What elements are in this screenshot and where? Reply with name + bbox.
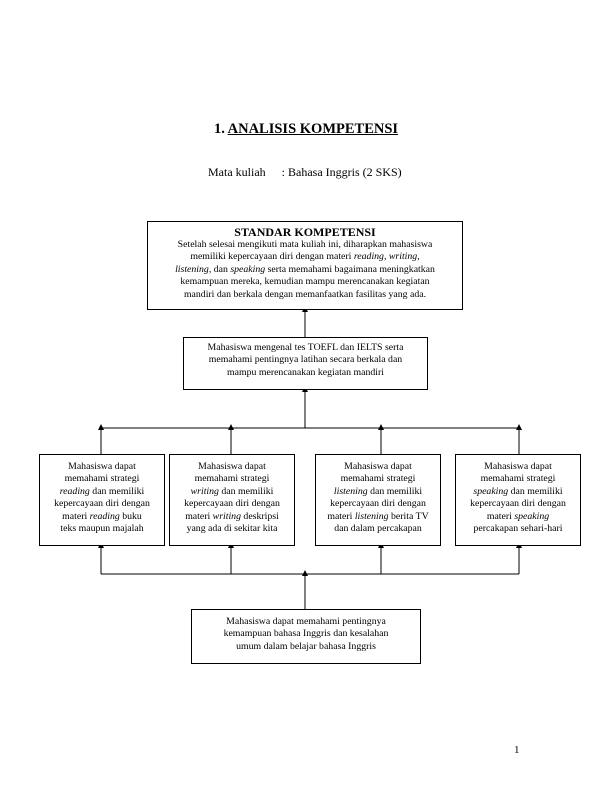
skill-line: materi listening berita TV	[327, 510, 429, 522]
skill-line: memahami strategi	[194, 473, 270, 485]
skill-box-speaking	[455, 454, 581, 546]
skill-line: yang ada di sekitar kita	[186, 523, 278, 535]
skill-line: teks maupun majalah	[60, 523, 144, 535]
standard-line-5: mandiri dan berkala dengan memanfaatkan fasilitas yang ada.	[183, 288, 427, 300]
skill-line: memahami strategi	[480, 473, 556, 485]
skill-line: percakapan sehari-hari	[473, 523, 563, 535]
toefl-line-1: Mahasiswa mengenal tes TOEFL dan IELTS serta	[207, 342, 404, 353]
skill-line: Mahasiswa dapat	[344, 461, 412, 472]
skill-line: reading dan memiliki	[59, 485, 145, 497]
skill-box-writing	[169, 454, 295, 546]
skill-line: materi writing deskripsi	[185, 510, 279, 522]
subject-label: Mata kuliah	[208, 165, 266, 179]
skill-line: listening dan memiliki	[333, 485, 423, 497]
page-number: 1	[514, 744, 520, 756]
toefl-line-3: mampu merencanakan kegiatan mandiri	[227, 366, 384, 378]
standard-line-3: listening, dan speaking serta memahami bagaimana meningkatkan	[175, 263, 435, 275]
standard-line-2: memiliki kepercayaan diri dengan materi reading, writing,	[190, 251, 420, 263]
skill-line: kepercayaan diri dengan	[54, 498, 150, 510]
base-line-3: umum dalam belajar bahasa Inggris	[236, 640, 376, 652]
skill-box-reading	[39, 454, 165, 546]
toefl-line-2: memahami pentingnya latihan secara berkala dan	[208, 354, 403, 366]
skill-line: Mahasiswa dapat	[198, 461, 266, 472]
base-line-1: Mahasiswa dapat memahami pentingnya	[226, 616, 386, 627]
skill-line: memahami strategi	[64, 473, 140, 485]
skill-line: materi speaking	[486, 510, 550, 522]
skill-line: dan dalam percakapan	[334, 523, 422, 535]
skill-line: writing dan memiliki	[190, 485, 274, 497]
standard-competency-box	[147, 221, 463, 310]
skill-line: kepercayaan diri dengan	[184, 498, 280, 510]
title-text: ANALISIS KOMPETENSI	[227, 121, 399, 137]
base-understanding-box	[191, 609, 421, 664]
skill-line: Mahasiswa dapat	[68, 461, 136, 472]
skill-line: memahami strategi	[340, 473, 416, 485]
subject-value: : Bahasa Inggris (2 SKS)	[281, 165, 402, 179]
skill-line: kepercayaan diri dengan	[330, 498, 426, 510]
skill-box-listening	[315, 454, 441, 546]
skill-line: Mahasiswa dapat	[484, 461, 552, 472]
skill-line: kepercayaan diri dengan	[470, 498, 566, 510]
standard-line-1: Setelah selesai mengikuti mata kuliah ini, diharapkan mahasiswa	[177, 239, 433, 250]
standard-heading: STANDAR KOMPETENSI	[234, 225, 376, 239]
skill-line: materi reading buku	[62, 510, 142, 522]
toefl-ielts-box	[183, 337, 428, 390]
skill-line: speaking dan memiliki	[473, 485, 563, 497]
title-number: 1.	[213, 121, 225, 137]
standard-line-4: kemampuan mereka, kemudian mampu merencanakan kegiatan	[180, 276, 430, 288]
base-line-2: kemampuan bahasa Inggris dan kesalahan	[223, 628, 389, 640]
